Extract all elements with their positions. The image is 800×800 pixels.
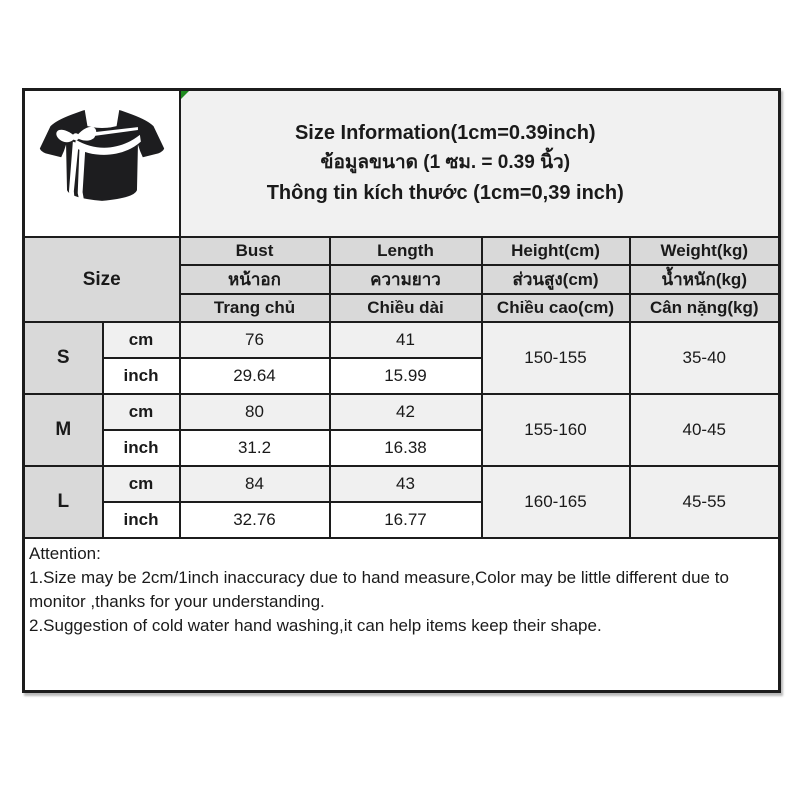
cell-l-bust-inch: 32.76 <box>180 502 330 538</box>
cell-s-bust-inch: 29.64 <box>180 358 330 394</box>
title-english: Size Information(1cm=0.39inch) <box>294 122 596 145</box>
cell-m-weight: 40-45 <box>630 394 780 466</box>
cell-s-length-inch: 15.99 <box>330 358 482 394</box>
cell-s-length-cm: 41 <box>330 322 482 358</box>
cell-l-bust-cm: 84 <box>180 466 330 502</box>
attention-heading: Attention: <box>29 544 101 563</box>
header-weight-th: น้ำหนัก(kg) <box>630 265 780 294</box>
size-table <box>22 88 781 693</box>
cell-m-bust-cm: 80 <box>180 394 330 430</box>
header-bust-th: หน้าอก <box>180 265 330 294</box>
attention-cell <box>24 538 780 692</box>
attention-row <box>24 538 780 692</box>
attention-note-2: 2.Suggestion of cold water hand washing,it can help items keep their shape. <box>29 616 602 636</box>
unit-cm: cm <box>103 322 180 358</box>
cell-s-weight: 35-40 <box>630 322 780 394</box>
product-photo-cell <box>24 90 180 238</box>
attention-note-1: 1.Size may be 2cm/1inch inaccuracy due to hand measure,Color may be little different due to monitor ,thanks for your understanding. <box>29 567 729 611</box>
unit-cm: cm <box>103 394 180 430</box>
header-bust-vi: Trang chủ <box>180 294 330 322</box>
unit-inch: inch <box>103 430 180 466</box>
header-height-th: ส่วนสูง(cm) <box>482 265 630 294</box>
cell-l-height: 160-165 <box>482 466 630 538</box>
cell-corner-marker-icon <box>181 91 189 99</box>
title-row <box>24 90 780 238</box>
header-weight-en: Weight(kg) <box>630 237 780 265</box>
cell-s-bust-cm: 76 <box>180 322 330 358</box>
row-m-cm <box>24 394 780 430</box>
size-label-l: L <box>24 466 103 538</box>
size-label-m: M <box>24 394 103 466</box>
cell-m-height: 155-160 <box>482 394 630 466</box>
cell-m-length-cm: 42 <box>330 394 482 430</box>
header-height-en: Height(cm) <box>482 237 630 265</box>
unit-inch: inch <box>103 502 180 538</box>
title-cell <box>180 90 780 238</box>
header-length-th: ความยาว <box>330 265 482 294</box>
cell-l-length-cm: 43 <box>330 466 482 502</box>
header-bust-en: Bust <box>180 237 330 265</box>
cell-l-length-inch: 16.77 <box>330 502 482 538</box>
title-vietnamese: Thông tin kích thước (1cm=0,39 inch) <box>266 181 624 204</box>
header-row-en <box>24 237 780 265</box>
header-height-vi: Chiều cao(cm) <box>482 294 630 322</box>
header-size: Size <box>24 237 180 322</box>
header-length-en: Length <box>330 237 482 265</box>
cell-m-length-inch: 16.38 <box>330 430 482 466</box>
header-weight-vi: Cân nặng(kg) <box>630 294 780 322</box>
row-s-cm <box>24 322 780 358</box>
unit-cm: cm <box>103 466 180 502</box>
cell-m-bust-inch: 31.2 <box>180 430 330 466</box>
size-label-s: S <box>24 322 103 394</box>
row-l-cm <box>24 466 780 502</box>
cell-l-weight: 45-55 <box>630 466 780 538</box>
cell-s-height: 150-155 <box>482 322 630 394</box>
title-thai: ข้อมูลขนาด (1 ซม. = 0.39 นิ้ว) <box>320 152 571 174</box>
unit-inch: inch <box>103 358 180 394</box>
header-length-vi: Chiều dài <box>330 294 482 322</box>
tshirt-product-image <box>28 96 176 232</box>
